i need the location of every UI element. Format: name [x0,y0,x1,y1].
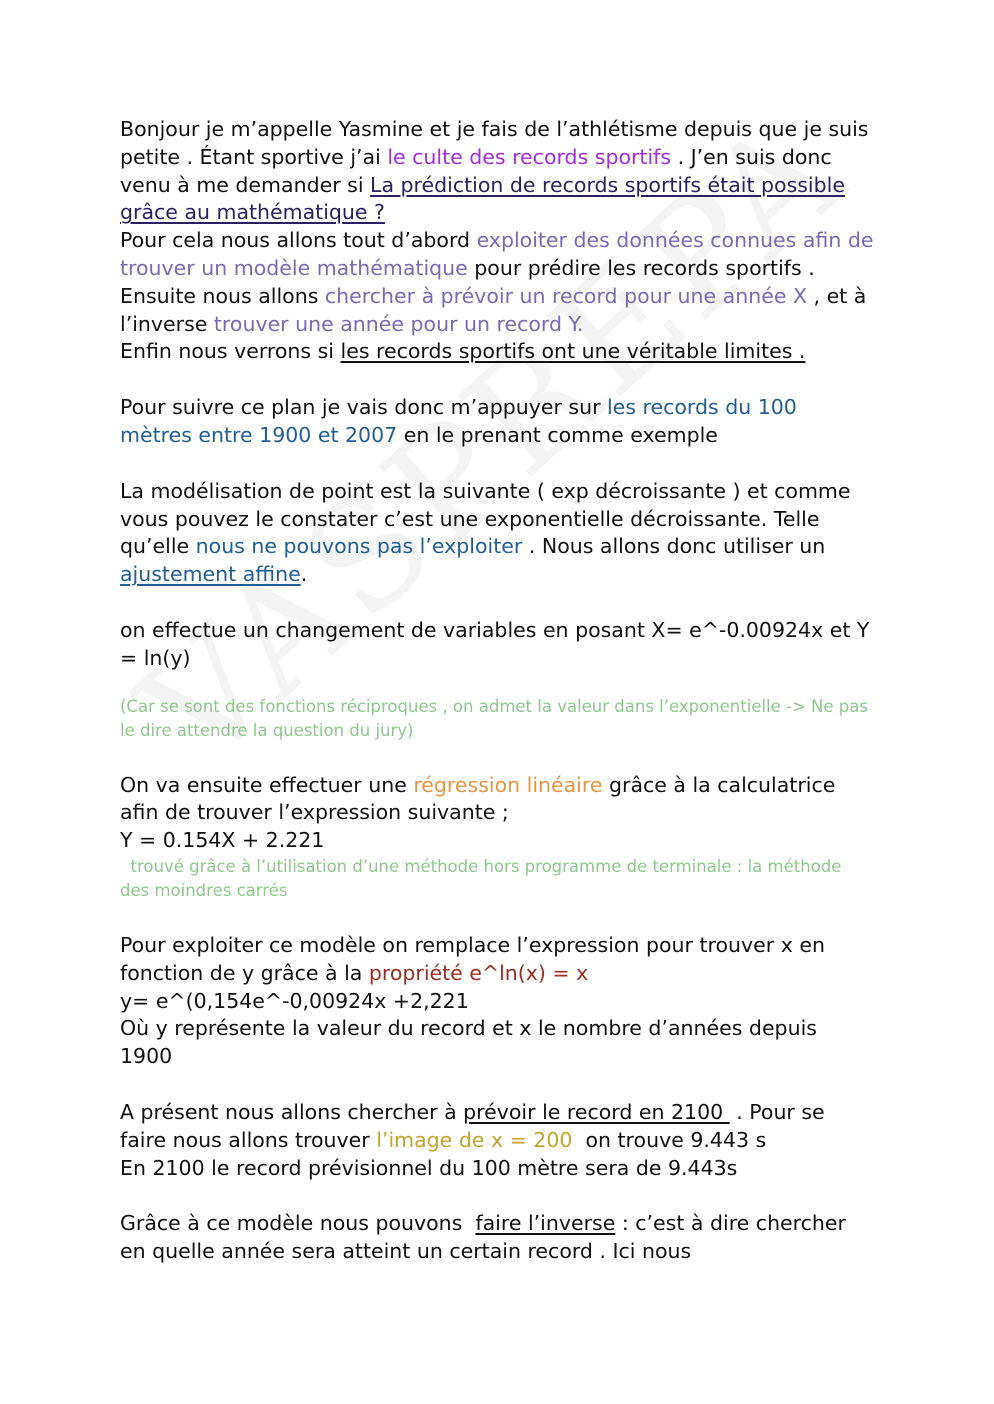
text: Pour exploiter ce modèle on remplace l’expression pour trouver x en fonction de y grâce à la [120,932,825,985]
prediction-paragraph [120,1099,875,1182]
inverse-paragraph [120,1210,875,1266]
text: La modélisation de point est la suivante ( exp décroissante ) et comme vous pouvez le constater c’est une exponentielle décroissante. Telle qu’elle [120,478,851,559]
variable-change-paragraph: on effectue un changement de variables en posant X= e^-0.00924x et Y = ln(y) [120,617,870,670]
intro-paragraph [120,116,875,227]
text: . Pour se faire nous allons trouver [120,1099,825,1152]
highlight-linear-regression: régression linéaire [413,772,603,797]
highlight-inverse: faire l’inverse [475,1211,616,1236]
text: A présent nous allons chercher à [120,1099,464,1124]
speaker-note-2: trouvé grâce à l’utilisation d’une méthode hors programme de terminale : la méthode des moindres carrés [120,856,847,901]
text: grâce à la calculatrice afin de trouver l’expression suivante ; [120,772,836,825]
highlight-affine-fit: ajustement affine [120,562,301,587]
text: . Nous allons donc utiliser un [522,534,826,559]
regression-equation: Y = 0.154X + 2.221 [120,828,325,853]
text: . J’en suis donc venu à me demander si [120,144,832,197]
highlight-not-exploitable: nous ne pouvons pas l’exploiter [195,534,523,559]
text: En 2100 le record prévisionnel du 100 mètre sera de 9.443s [120,1155,738,1180]
speaker-note-1: (Car se sont des fonctions réciproques , on admet la valeur dans l’exponentielle -> Ne pas le dire attendre la question du jury) [120,696,868,741]
plan-step-3: trouver une année pour un record Y. [213,311,584,336]
highlight-image-x200: l’image de x = 200 [376,1127,573,1152]
text: pour prédire les records sportifs . Ensuite nous allons [120,255,815,308]
plan-paragraph [120,227,875,366]
text: on trouve 9.443 s [572,1127,767,1152]
text: en le prenant comme exemple [397,422,718,447]
highlight-cult-records: le culte des records sportifs [387,144,672,169]
plan-step-2: chercher à prévoir un record pour une année X [324,283,808,308]
plan-step-1: exploiter des données connues afin de trouver un modèle mathématique [120,228,874,280]
example-paragraph [120,394,875,450]
highlight-property: propriété e^ln(x) = x [368,960,589,985]
text: Grâce à ce modèle nous pouvons [120,1211,476,1236]
problem-question: La prédiction de records sportifs était possible grâce au mathématique ? [120,172,845,225]
text: Où y représente la valeur du record et x le nombre d’années depuis 1900 [120,1016,817,1069]
text: On va ensuite effectuer une [120,772,414,797]
model-paragraph [120,478,875,589]
highlight-100m-records: les records du 100 mètres entre 1900 et 2007 [120,395,797,447]
highlight-predict-2100: prévoir le record en 2100 [463,1099,730,1124]
document-body [120,116,875,1266]
plan-step-4: les records sportifs ont une véritable limites . [340,339,806,364]
model-formula: y= e^(0,154e^-0,00924x +2,221 [120,988,469,1013]
text: . [300,562,308,587]
exploit-model-paragraph [120,932,875,1071]
regression-paragraph [120,772,875,855]
text: Bonjour je m’appelle Yasmine et je fais de l’athlétisme depuis que je suis petite . Étant sportive j’ai [120,117,869,169]
text: Enfin nous verrons si [120,339,341,364]
text: : c’est à dire chercher en quelle année sera atteint un certain record . Ici nous [120,1211,846,1264]
text: , et à l’inverse [120,283,867,336]
text: Pour suivre ce plan je vais donc m’appuyer sur [120,395,608,420]
text: Pour cela nous allons tout d’abord [120,228,477,253]
